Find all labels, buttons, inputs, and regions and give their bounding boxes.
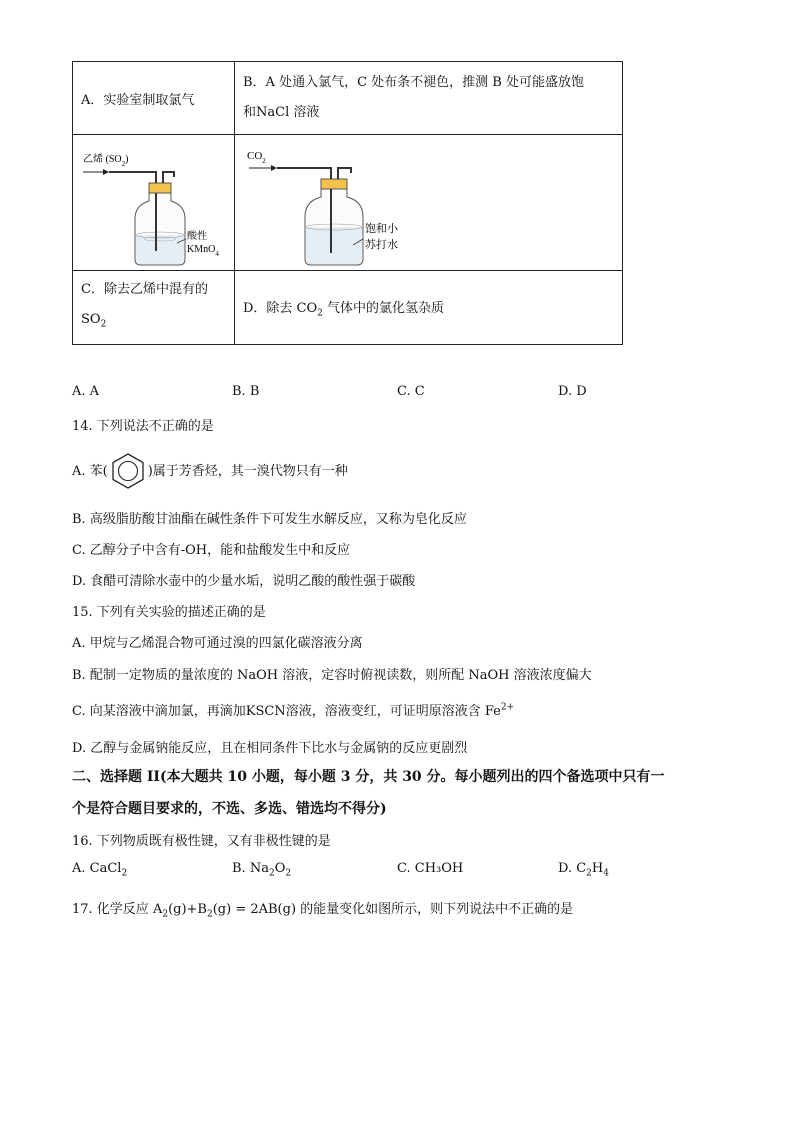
q13-option-d-text: D．除去 CO [243,300,318,316]
q14-option-a-text: A. 苯( [72,464,108,479]
q16-option-d-sub1: 2 [586,868,592,879]
q13-option-d-text-rest: 气体中的氯化氢杂质 [322,300,445,316]
q13-option-b-line2: 和NaCl 溶液 [243,105,320,120]
q13-option-c-line2-sub: 2 [100,319,107,330]
q13-choice-c: C. C [397,384,425,399]
q17-sub2: 2 [206,909,213,920]
q13-option-c-cell [73,271,235,345]
rubber-stopper-icon [149,183,171,193]
q13-option-b-line1: B．A 处通入氯气，C 处布条不褪色，推测 B 处可能盛放饱 [243,75,584,90]
q16-stem: 16. 下列物质既有极性键，又有非极性键的是 [72,834,331,849]
fig-c-reagent-line1: 酸性 [187,231,207,242]
q13-option-c-line1: C．除去乙烯中混有的 [81,282,208,298]
q16-option-b-sub2: 2 [285,868,292,879]
q13-figure-c-cell [73,135,235,271]
section-heading-line2: 个是符合题目要求的，不选、多选、错选均不得分) [72,801,387,817]
q13-table [72,61,623,345]
q15-option-c-sup: 2+ [500,702,515,713]
q17-stem-rest: (g) = 2AB(g) 的能量变化如图所示，则下列说法中不正确的是 [212,902,574,917]
q16-option-b-text: B. Na [232,861,269,876]
q15-option-c-text: C. 向某溶液中滴加氯，再滴加KSCN溶液，溶液变红，可证明原溶液含 Fe [72,704,501,719]
q13-option-c-line2: SO [81,312,101,328]
q14-stem: 14. 下列说法不正确的是 [72,419,214,434]
q15-option-c [72,700,514,719]
svg-text:KMnO4 [187,244,219,258]
q16-option-b-mid: O [274,861,286,876]
fig-c-gas-label-sub: 2 [121,160,126,168]
gas-washing-bottle-c-figure [73,135,233,270]
fig-d-gas-label-sub: 2 [262,157,266,165]
arrow-right-icon [271,165,277,171]
q14-option-c: C. 乙醇分子中含有-OH，能和盐酸发生中和反应 [72,543,351,558]
q17-stem-text: 17. 化学反应 A [72,902,163,917]
fig-c-reagent-line2: KMnO [187,244,216,255]
q13-choice-a: A. A [72,384,100,399]
q15-option-d: D. 乙醇与金属钠能反应，且在相同条件下比水与金属钠的反应更剧烈 [72,741,468,756]
section-heading-line1: 二、选择题 II(本大题共 10 小题，每小题 3 分，共 30 分。每小题列出的四个备选项中只有一 [72,769,665,785]
gas-washing-bottle-d-figure [235,135,455,270]
q13-option-b-cell [235,62,623,135]
q16-option-a [72,861,127,879]
q13-option-d-sub: 2 [317,308,323,319]
q15-option-b: B. 配制一定物质的量浓度的 NaOH 溶液，定容时俯视读数，则所配 NaOH 溶液浓度偏大 [72,668,592,683]
q17-stem [72,898,573,920]
q13-option-a-cell [73,62,235,135]
q16-option-a-sub: 2 [121,868,128,879]
q14-option-d: D. 食醋可清除水壶中的少量水垢，说明乙酸的酸性强于碳酸 [72,574,416,589]
q17-sub1: 2 [162,909,169,920]
benzene-ring-icon [108,451,148,491]
q16-option-d-text: D. C [558,861,587,876]
q13-choice-b: B. B [232,384,260,399]
svg-text:乙烯 (SO2) [83,152,128,168]
fig-d-reagent-line1: 饱和小 [365,222,398,235]
q16-option-a-text: A. CaCl [72,861,122,876]
fig-d-reagent-line2: 苏打水 [365,238,398,251]
fig-c-reagent-line2-sub: 4 [215,250,219,258]
q16-option-c: C. CH₃OH [397,861,464,876]
fig-c-gas-label-close: ) [125,154,129,165]
q16-option-b-sub1: 2 [268,868,275,879]
q16-option-b [232,861,291,879]
arrow-right-icon [103,169,109,175]
q16-option-d-mid: H [591,861,604,876]
q14-option-a-text-rest: )属于芳香烃，其一溴代物只有一种 [147,464,348,479]
rubber-stopper-icon [321,179,347,189]
q15-stem: 15. 下列有关实验的描述正确的是 [72,605,266,620]
svg-text:CO2 [247,150,266,165]
q14-option-a [72,460,348,479]
fig-d-gas-label: CO [247,150,263,162]
q16-option-d-sub2: 4 [603,868,609,879]
q17-stem-mid: (g)+B [168,902,207,917]
q13-option-a-text: A．实验室制取氯气 [81,92,195,108]
q13-figure-d-cell [235,135,623,271]
q15-option-a: A. 甲烷与乙烯混合物可通过溴的四氯化碳溶液分离 [72,636,363,651]
q13-choice-d: D. D [558,384,587,399]
q14-option-b: B. 高级脂肪酸甘油酯在碱性条件下可发生水解反应，又称为皂化反应 [72,512,467,527]
fig-c-gas-label: 乙烯 (SO [83,154,122,165]
q16-option-d [558,861,609,879]
q13-option-d-cell [235,271,623,345]
